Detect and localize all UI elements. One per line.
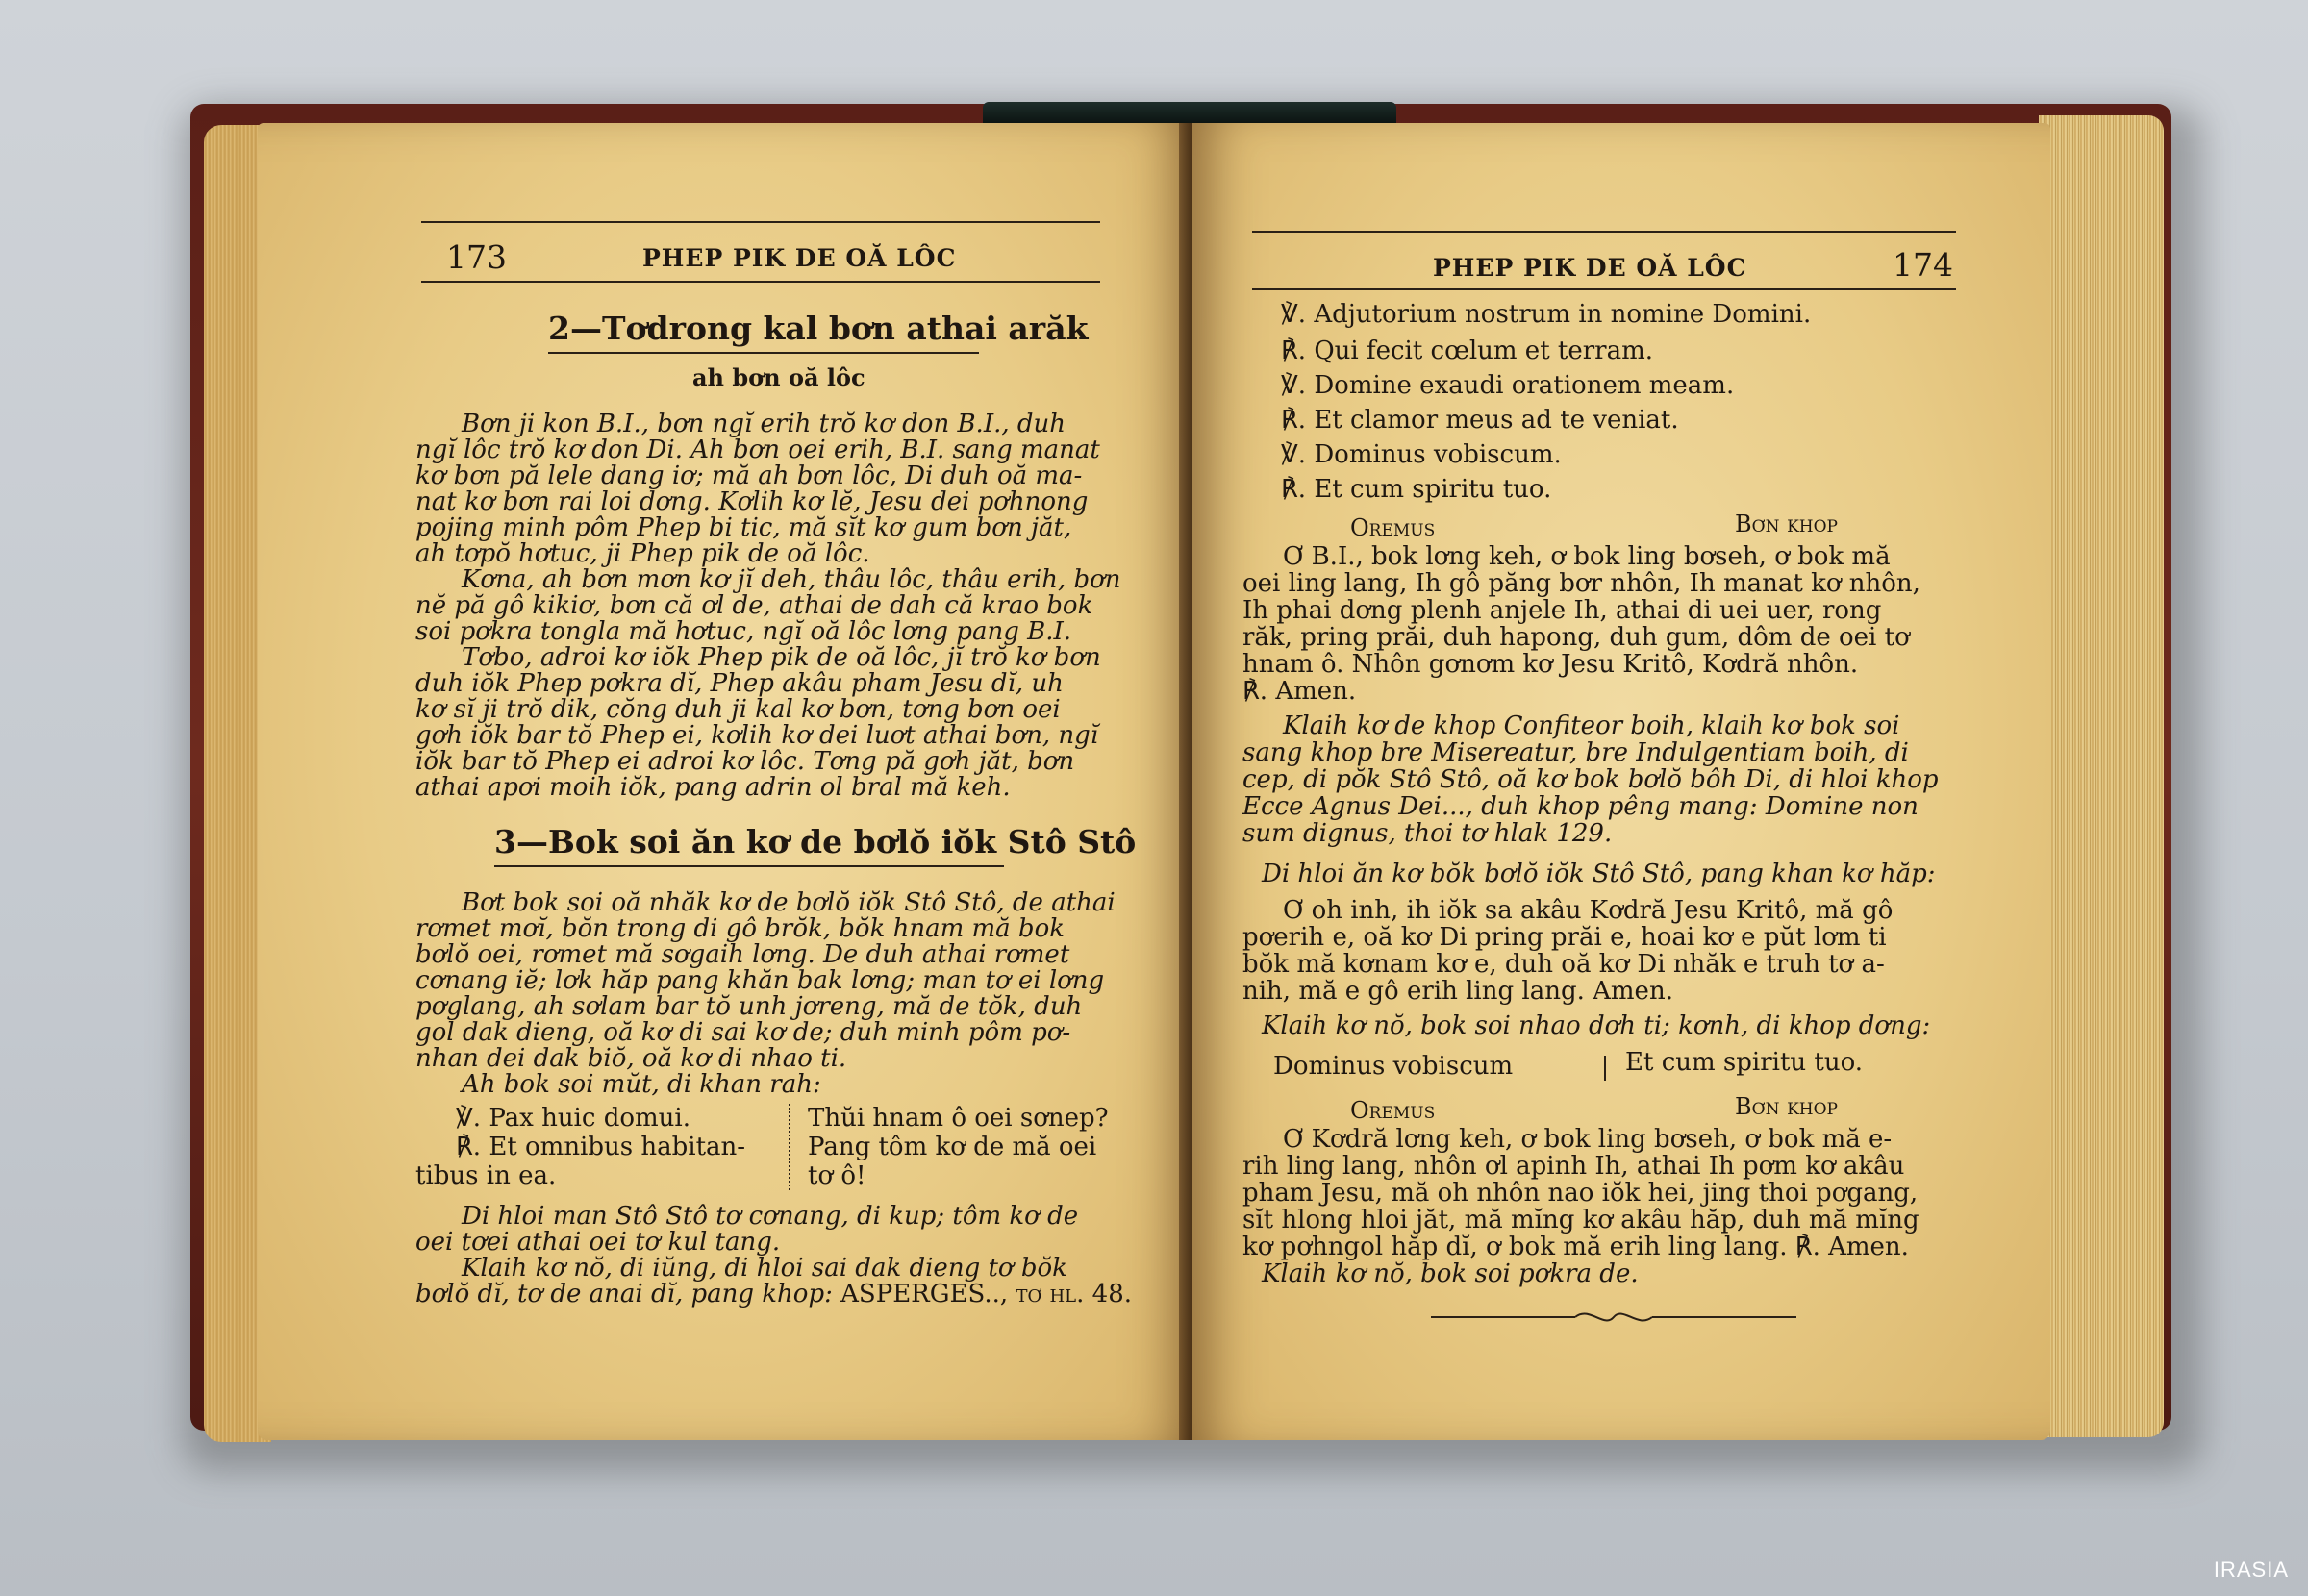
- text-line: Ih phai dơng plenh anjele Ih, athai di uei uer, rong: [1242, 596, 1882, 625]
- text-line: kơ pơhngol hăp dĭ, ơ bok mă erih ling lang. ℟. Amen.: [1242, 1233, 1909, 1261]
- text-line: ah tơpŏ hơtuc, ji Phep pik de oă lôc.: [415, 539, 870, 568]
- text-line: nhan dei dak biŏ, oă kơ di nhao ti.: [415, 1044, 847, 1073]
- text-line: bơlŏ oei, rơmet mă sơgaih lơng. De duh athai rơmet: [415, 940, 1070, 969]
- text-line: nih, mă e gô erih ling lang. Amen.: [1242, 977, 1673, 1006]
- oremus-translation: Bơn khop: [1735, 511, 1838, 537]
- text-line: Ơ oh inh, ih iŏk sa akâu Kơdră Jesu Kritô, mă gô: [1283, 896, 1894, 925]
- text-line: duh iŏk Phep pơkra dĭ, Phep akâu pham Jesu dĭ, uh: [415, 669, 1064, 698]
- text-line: Klaih kơ de khop Confiteor boih, klaih kơ bok soi: [1283, 711, 1900, 740]
- page-number: 174: [1893, 246, 1953, 284]
- text-line: pham Jesu, mă oh nhôn nao iŏk hei, jing thoi pơgang,: [1242, 1179, 1919, 1208]
- small-caps-span: ASPERGES.., tơ hl. 48.: [840, 1280, 1133, 1309]
- text-line: răk, pring prăi, duh hapong, duh gum, dôm de oei tơ: [1242, 623, 1910, 652]
- left-page: [258, 123, 1192, 1440]
- dialog-reply-line: tơ ô!: [808, 1161, 866, 1190]
- ornament-rule: [1431, 1306, 1796, 1329]
- text-line: iŏk bar tŏ Phep ei adroi kơ lôc. Tơng pă gơh jăt, bơn: [415, 747, 1075, 776]
- text-line: Klaih kơ nŏ, di iŭng, di hloi sai dak dieng tơ bŏk: [462, 1254, 1067, 1283]
- title-underline: [548, 352, 979, 354]
- text-line: sĭt hlong hloi jăt, mă mĭng kơ akâu hăp, duh mă mĭng: [1242, 1206, 1919, 1234]
- right-page: [1192, 123, 2050, 1440]
- section-title: 2—Tơdrong kal bơn athai arăk: [548, 310, 1089, 347]
- text-line: athai apơi moih iŏk, pang adrin ol bral mă keh.: [415, 773, 1011, 802]
- text-line: gol dak dieng, oă kơ di sai kơ de; duh minh pôm pơ-: [415, 1018, 1071, 1047]
- text-line: nat kơ bơn rai loi dơng. Kơlih kơ lĕ, Jesu dei pơhnong: [415, 487, 1089, 516]
- text-line: Ơ B.I., bok lơng keh, ơ bok ling bơseh, ơ bok mă: [1283, 542, 1891, 571]
- response-line: ℟. Et cum spiritu tuo.: [1281, 475, 1552, 504]
- section-subtitle: ah bơn oă lôc: [692, 363, 866, 391]
- text-line: ℟. Amen.: [1242, 677, 1357, 706]
- text-line: sum dignus, thoi tơ hlak 129.: [1242, 819, 1613, 848]
- watermark: IRASIA: [2213, 1558, 2289, 1582]
- text-line: nĕ pă gô kikiơ, bơn că ơl de, athai de dah că krao bok: [415, 591, 1093, 620]
- text-line: sang khop bre Misereatur, bre Indulgentiam boih, di: [1242, 738, 1909, 767]
- versicle-line: ℣. Pax huic domui.: [456, 1104, 690, 1133]
- versicle-line: ℣. Dominus vobiscum.: [1281, 440, 1562, 469]
- running-head: PHEP PIK DE OĂ LÔC: [642, 244, 957, 272]
- dominus-line: Dominus vobiscum: [1273, 1052, 1514, 1081]
- oremus-label: Oremus: [1350, 1097, 1436, 1124]
- dialog-reply-line: Pang tôm kơ de mă oei: [808, 1133, 1097, 1161]
- header-rule-top: [1252, 231, 1956, 233]
- text-line: Ah bok soi mŭt, di khan rah:: [462, 1070, 821, 1099]
- text-span: bơlŏ dĭ, tơ de anai dĭ, pang khop:: [415, 1280, 841, 1309]
- page-edges-right: [2039, 115, 2164, 1437]
- dialog-reply-line: Thŭi hnam ô oei sơnep?: [808, 1104, 1109, 1133]
- text-line: oei tơei athai oei tơ kul tang.: [415, 1228, 781, 1257]
- text-line: kơ sĭ ji trŏ dik, cŏng duh ji kal kơ bơn, tơng bơn oei: [415, 695, 1061, 724]
- text-line: oei ling lang, Ih gô păng bơr nhôn, Ih manat kơ nhôn,: [1242, 569, 1920, 598]
- running-head: PHEP PIK DE OĂ LÔC: [1433, 254, 1747, 282]
- response-line: ℟. Et omnibus habitan-: [456, 1133, 746, 1161]
- spine-band: [983, 102, 1396, 123]
- text-line: bŏk mă kơnam kơ e, duh oă kơ Di nhăk e truh tơ a-: [1242, 950, 1885, 979]
- text-line: Di hloi ăn kơ bŏk bơlŏ iŏk Stô Stô, pang khan kơ hăp:: [1262, 860, 1936, 888]
- text-line: Klaih kơ nŏ, bok soi pơkra de.: [1262, 1259, 1639, 1288]
- text-line: pơerih e, oă kơ Di pring prăi e, hoai kơ e pŭt lơm ti: [1242, 923, 1887, 952]
- header-rule-bottom: [421, 281, 1100, 283]
- text-line: Bơn ji kon B.I., bơn ngĭ erih trŏ kơ don B.I., duh: [462, 410, 1066, 438]
- dominus-reply: Et cum spiritu tuo.: [1625, 1048, 1864, 1077]
- text-line: Tơbo, adroi kơ iŏk Phep pik de oă lôc, jĭ trŏ kơ bơn: [462, 643, 1101, 672]
- text-line: ngĭ lôc trŏ kơ don Di. Ah bơn oei erih, B.I. sang manat: [415, 436, 1100, 464]
- text-line: pojing minh pôm Phep bi tic, mă sĭt kơ gum bơn jăt,: [415, 513, 1072, 542]
- text-line: Kơna, ah bơn mơn kơ jĭ deh, thâu lôc, thâu erih, bơn: [462, 565, 1121, 594]
- dialog-divider: [789, 1104, 790, 1190]
- text-line: Ecce Agnus Dei..., duh khop pêng mang: Domine non: [1242, 792, 1919, 821]
- text-line: Bơt bok soi oă nhăk kơ de bơlŏ iŏk Stô Stô, de athai: [462, 888, 1116, 917]
- text-line: gơh iŏk bar tŏ Phep ei, kơlih kơ dei luơt athai bơn, ngĭ: [415, 721, 1099, 750]
- page-number: 173: [446, 238, 507, 276]
- section-title: 3—Bok soi ăn kơ de bơlŏ iŏk Stô Stô: [494, 823, 1137, 860]
- response-line: tibus in ea.: [415, 1161, 557, 1190]
- text-line: [415, 1280, 1132, 1309]
- text-line: rơmet mơĭ, bŏn trong di gô brŏk, bŏk hnam mă bok: [415, 914, 1065, 943]
- response-line: ℟. Qui fecit cœlum et terram.: [1281, 337, 1654, 365]
- versicle-line: ℣. Domine exaudi orationem meam.: [1281, 371, 1735, 400]
- oremus-translation: Bơn khop: [1735, 1093, 1838, 1120]
- header-rule-top: [421, 221, 1100, 223]
- dominus-divider: [1604, 1056, 1606, 1081]
- text-line: pơglang, ah sơlam bar tŏ unh jơreng, mă de tŏk, duh: [415, 992, 1083, 1021]
- text-line: hnam ô. Nhôn gơnơm kơ Jesu Kritô, Kơdră nhôn.: [1242, 650, 1859, 679]
- text-line: Klaih kơ nŏ, bok soi nhao dơh ti; kơnh, di khop dơng:: [1262, 1011, 1931, 1040]
- text-line: cep, di pŏk Stô Stô, oă kơ bok bơlŏ bôh Di, di hloi khop: [1242, 765, 1939, 794]
- response-line: ℟. Et clamor meus ad te veniat.: [1281, 406, 1679, 435]
- text-line: cơnang iĕ; lơk hăp pang khăn bak lơng; man tơ ei lơng: [415, 966, 1105, 995]
- text-line: rih ling lang, nhôn ơl apinh Ih, athai Ih pơm kơ akâu: [1242, 1152, 1905, 1181]
- versicle-line: ℣. Adjutorium nostrum in nomine Domini.: [1281, 300, 1812, 329]
- text-line: Di hloi man Stô Stô tơ cơnang, di kup; tôm kơ de: [462, 1202, 1079, 1231]
- title-underline: [494, 865, 1004, 867]
- oremus-label: Oremus: [1350, 514, 1436, 541]
- text-line: Ơ Kơdră lơng keh, ơ bok ling bơseh, ơ bok mă e-: [1283, 1125, 1893, 1154]
- text-line: kơ bơn pă lele dang iơ; mă ah bơn lôc, Di duh oă ma-: [415, 461, 1083, 490]
- header-rule-bottom: [1252, 288, 1956, 290]
- text-line: soi pơkra tongla mă hơtuc, ngĭ oă lôc lơng pang B.I.: [415, 617, 1072, 646]
